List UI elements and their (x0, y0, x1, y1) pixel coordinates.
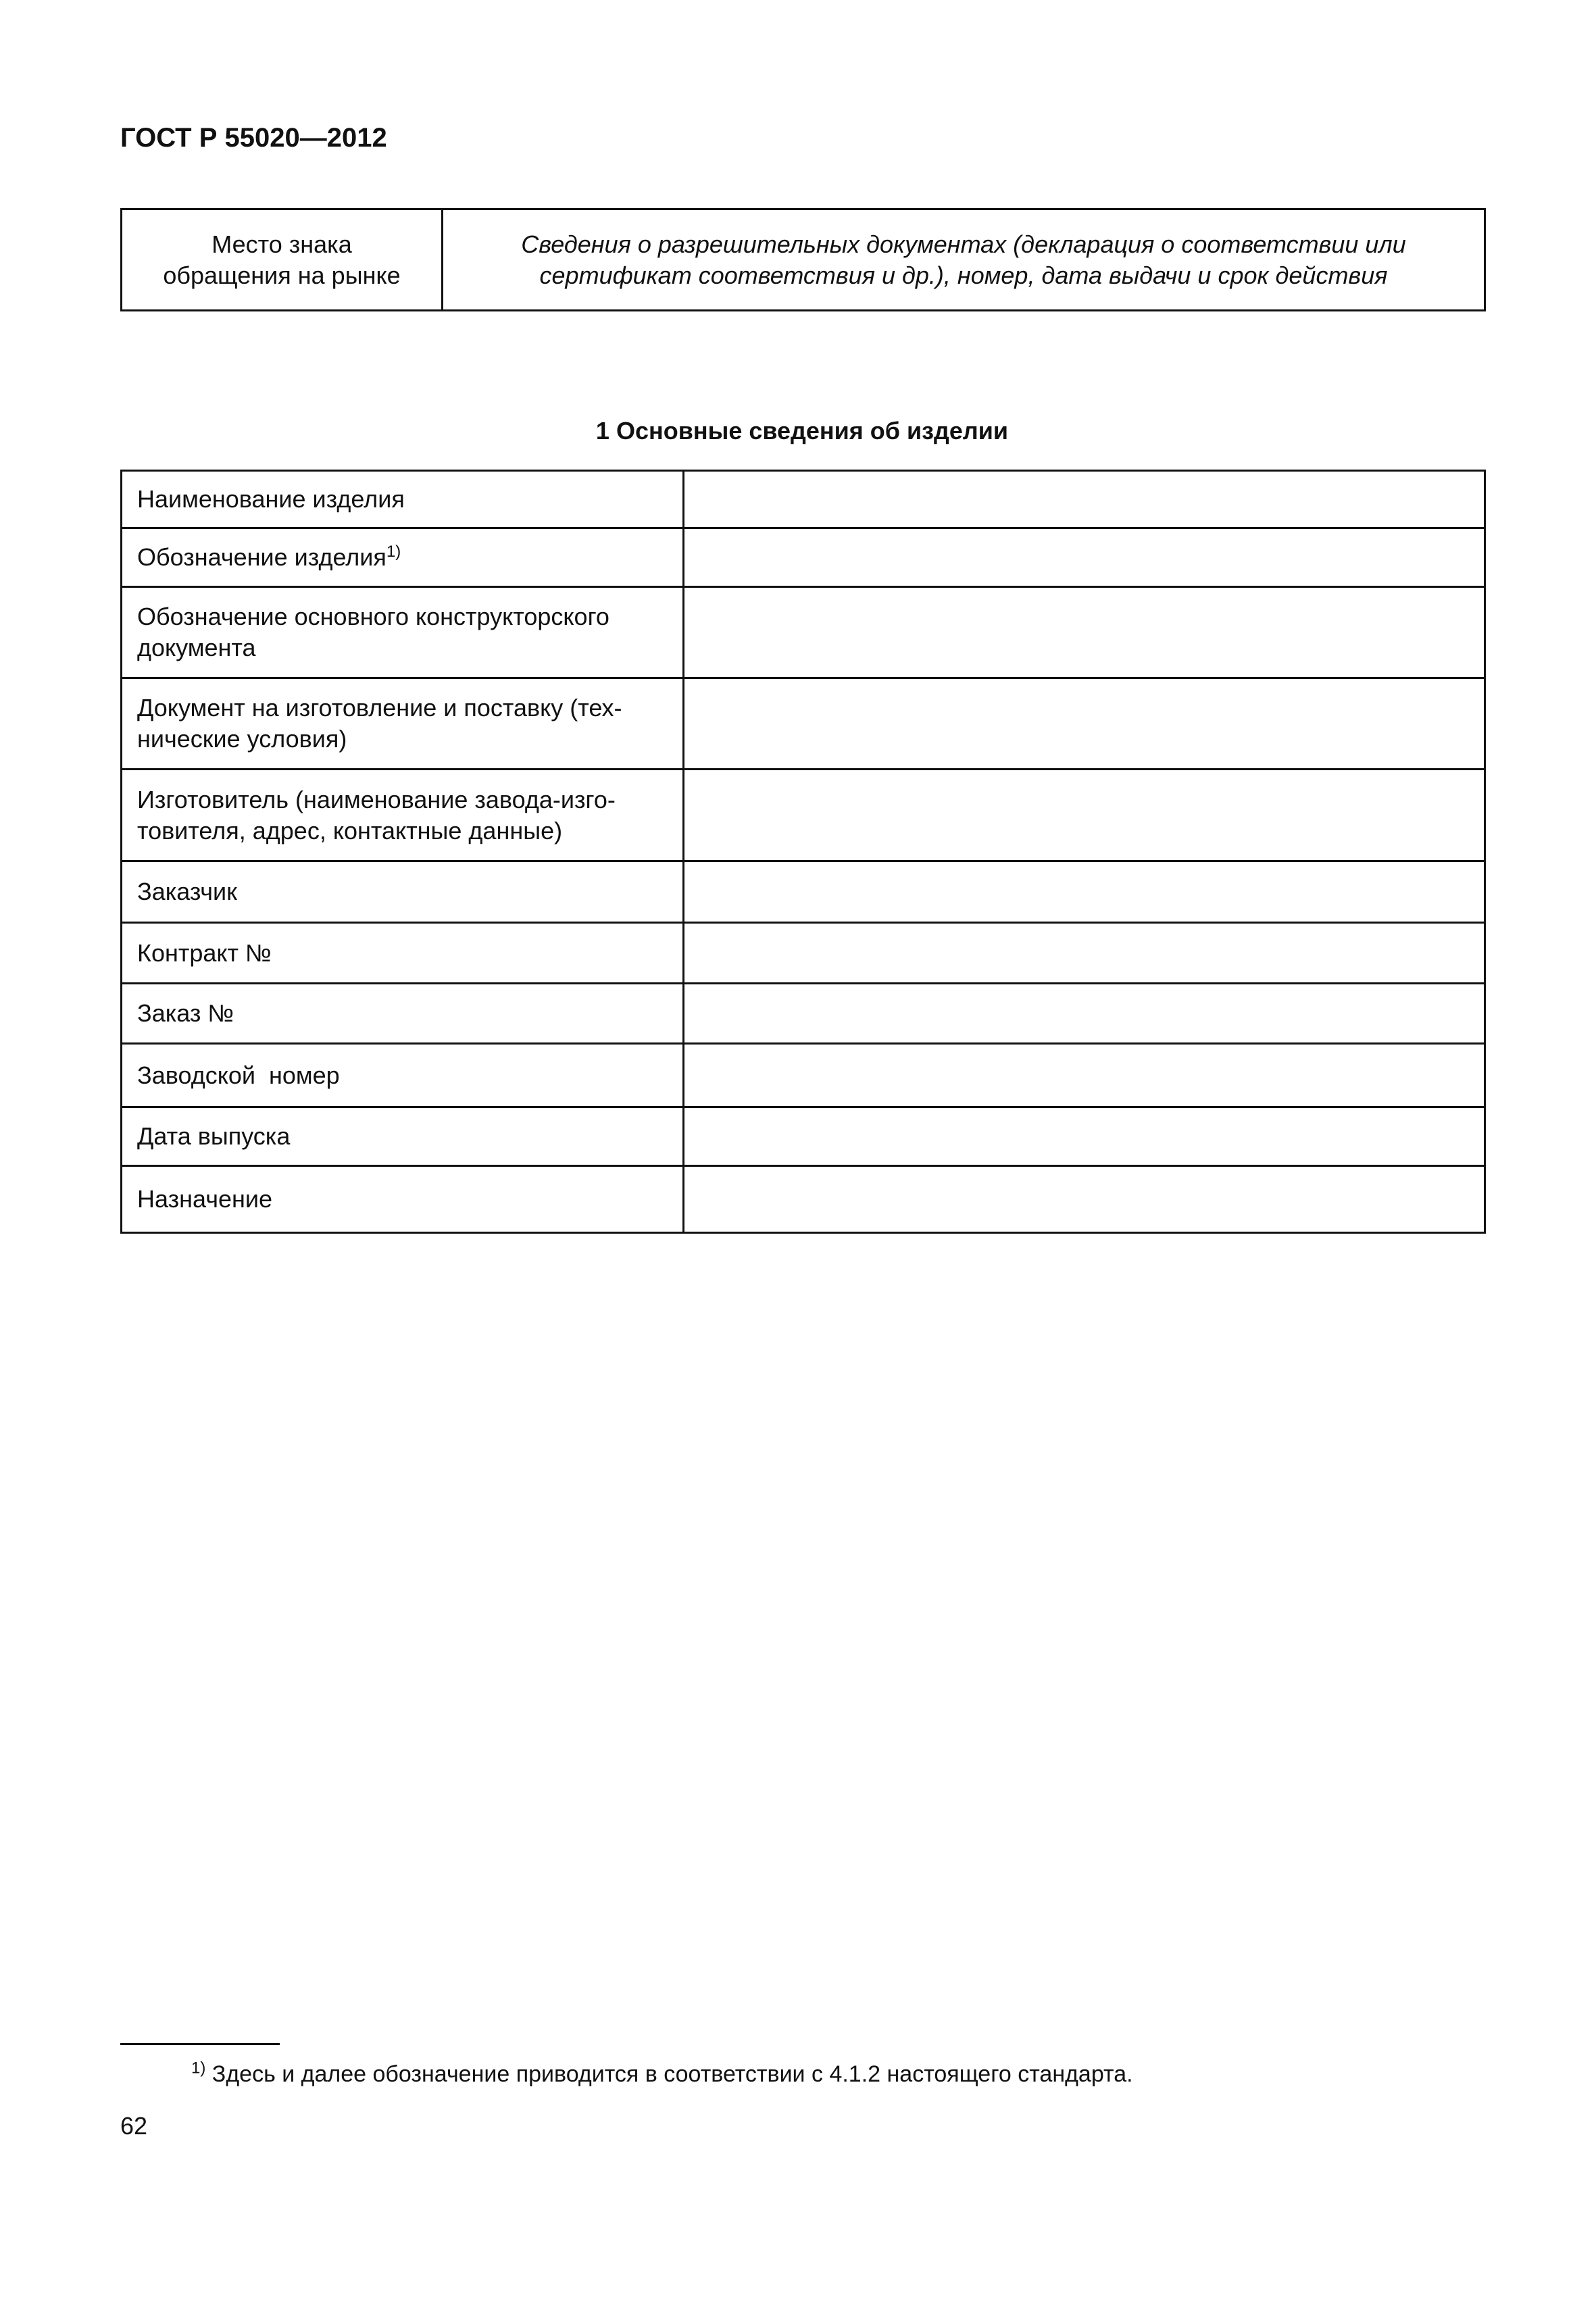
section-title: 1 Основные сведения об изделии (595, 417, 1009, 445)
permit-documents-line-1: Сведения о разрешительных документах (декларация о соответствии или (521, 230, 1406, 258)
row-label-customer: Заказчик (122, 861, 684, 923)
row-value-main-design-document (684, 587, 1485, 678)
footnote (191, 2059, 1133, 2089)
row-label-release-date: Дата выпуска (122, 1107, 684, 1166)
row-value-order-number (684, 984, 1485, 1044)
market-mark-table (120, 208, 1486, 311)
table-row (122, 923, 1485, 984)
footnote-marker: 1) (386, 543, 401, 561)
table-row (122, 471, 1485, 528)
row-value-serial-number (684, 1044, 1485, 1107)
row-label-product-name: Наименование изделия (122, 471, 684, 528)
row-value-purpose (684, 1166, 1485, 1233)
row-label-main-design-document: Обозначение основного конструкторского документа (122, 587, 684, 678)
table-row (122, 587, 1485, 678)
table-row (122, 678, 1485, 770)
row-label-contract-number: Контракт № (122, 923, 684, 984)
table-row (122, 770, 1485, 861)
table-row (122, 528, 1485, 587)
row-value-release-date (684, 1107, 1485, 1166)
row-value-manufacturer (684, 770, 1485, 861)
table-row (122, 861, 1485, 923)
table-row (122, 984, 1485, 1044)
row-label-order-number: Заказ № (122, 984, 684, 1044)
market-mark-row (122, 209, 1485, 311)
table-row (122, 1044, 1485, 1107)
row-value-product-name (684, 471, 1485, 528)
row-value-contract-number (684, 923, 1485, 984)
market-mark-place-line-1: Место знака (211, 230, 352, 258)
permit-documents-line-2: сертификат соответствия и др.), номер, дата выдачи и срок действия (539, 261, 1388, 289)
market-mark-place-cell (122, 209, 443, 311)
row-value-product-designation (684, 528, 1485, 587)
row-label-purpose: Назначение (122, 1166, 684, 1233)
market-mark-place-line-2: обращения на рынке (163, 261, 401, 289)
product-info-table (120, 470, 1486, 1234)
row-label-manufacturer: Изготовитель (наименование завода-изго- товителя, адрес, контактные данные) (122, 770, 684, 861)
footnote-separator (120, 2043, 280, 2045)
footnote-marker: 1) (191, 2059, 206, 2078)
row-label-manufacturing-document: Документ на изготовление и поставку (тех- нические условия) (122, 678, 684, 770)
permit-documents-cell (443, 209, 1485, 311)
row-label-serial-number: Заводской номер (122, 1044, 684, 1107)
document-code: ГОСТ Р 55020—2012 (120, 123, 387, 153)
page-number: 62 (120, 2112, 148, 2140)
row-value-manufacturing-document (684, 678, 1485, 770)
row-value-customer (684, 861, 1485, 923)
row-label-product-designation: Обозначение изделия$^{1)}$ (122, 528, 684, 587)
table-row (122, 1107, 1485, 1166)
footnote-text: Здесь и далее обозначение приводится в соответствии с 4.1.2 настоящего стандарта. (205, 2061, 1133, 2087)
table-row (122, 1166, 1485, 1233)
